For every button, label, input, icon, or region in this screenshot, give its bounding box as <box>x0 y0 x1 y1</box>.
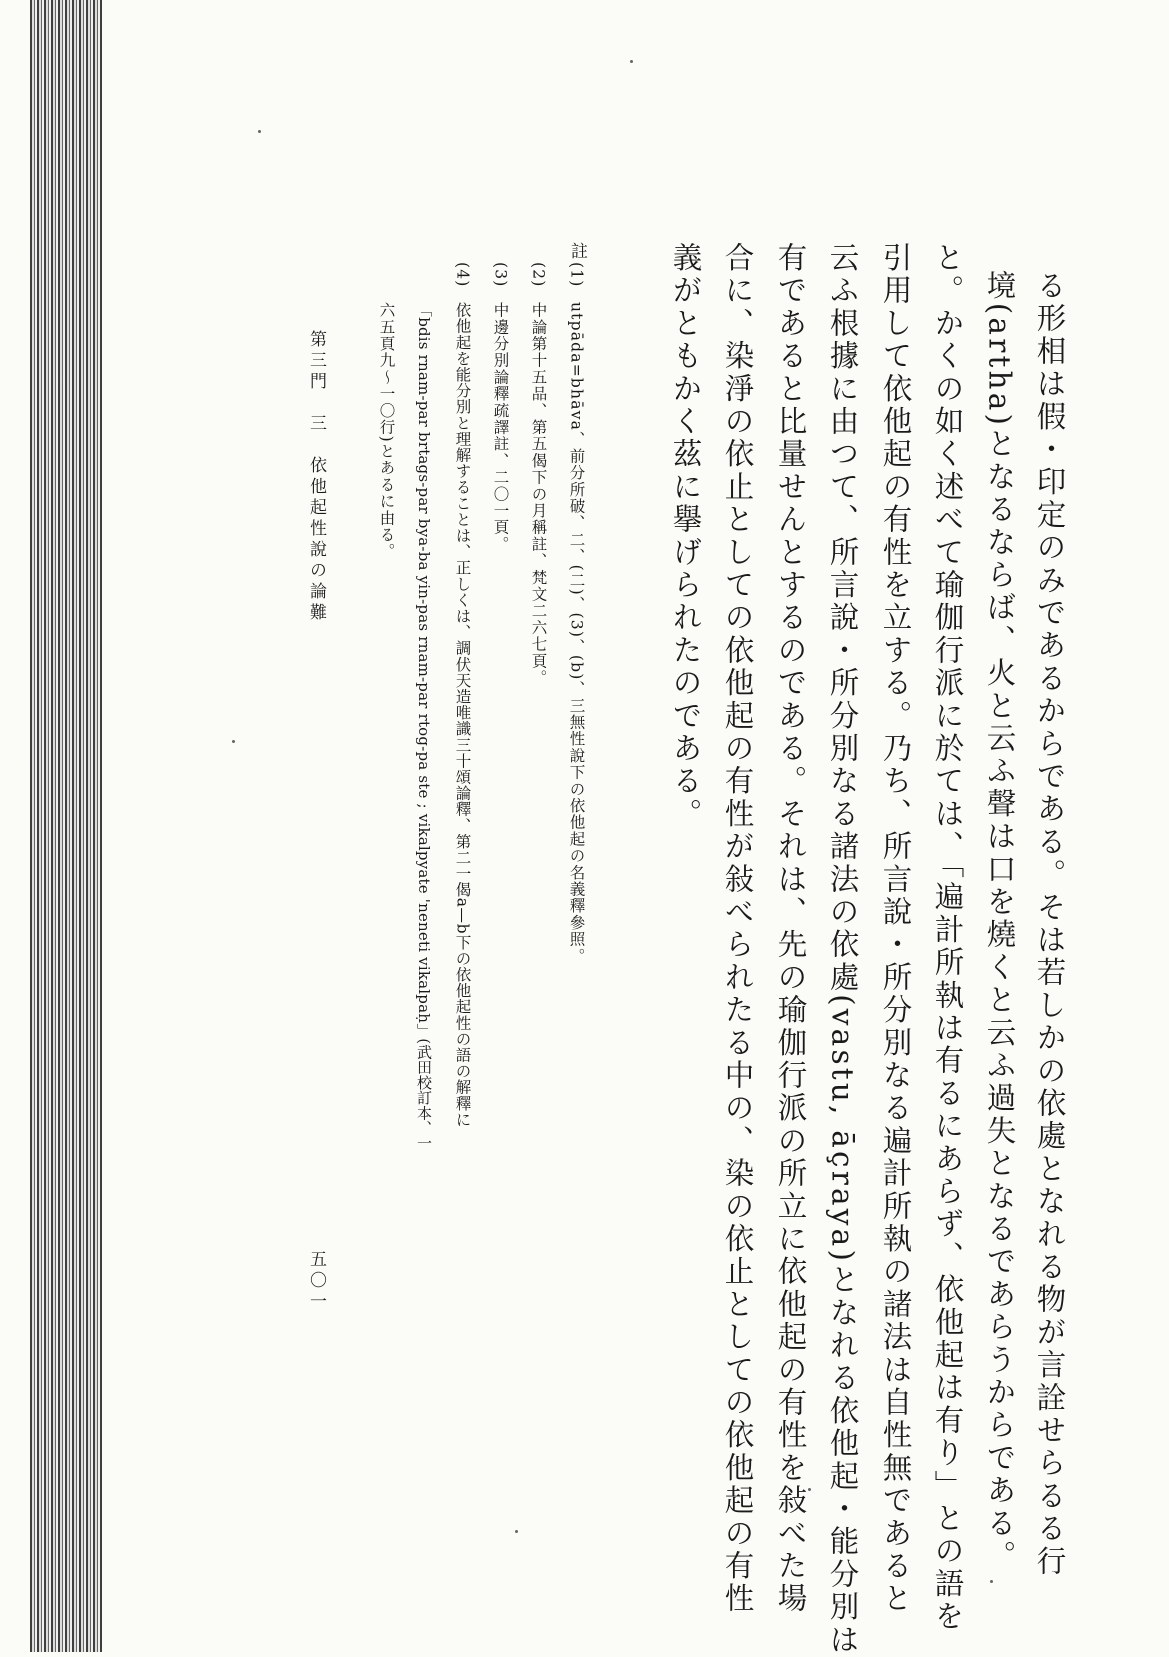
main-text-line: 有であると比量せんとするのである。それは、先の瑜伽行派の所立に依他起の有性を敍べた場 <box>773 242 808 1616</box>
scan-speck <box>808 1488 811 1491</box>
note-text: 中邊分別論釋疏譯註、二〇一頁。 <box>491 302 510 553</box>
note-number: (2) <box>529 262 548 288</box>
scan-speck <box>515 1530 518 1533</box>
note-text: 依他起を能分別と理解することは、正しくは、調伏天造唯識三十頌論釋、第二一偈a—b下の依他起性の語の解釋に <box>453 302 472 1128</box>
book-binding-edge <box>30 0 102 1652</box>
main-text-line: と。かくの如く述べて瑜伽行派に於ては、「遍計所執は有るにあらず、依他起は有り」との語を <box>930 242 965 1634</box>
scan-speck <box>630 60 633 63</box>
note-text: utpāda=bhāva、前分所破、二、(二)、(3)、(b)、三無性說下の依他起の名義釋參照。 <box>567 302 586 965</box>
main-text-line: 境(artha)となるならば、火と云ふ聲は口を燒くと云ふ過失となるであらうからである。 <box>982 270 1017 1573</box>
main-text-line: 義がともかく茲に擧げられたのである。 <box>668 242 703 831</box>
notes-heading: 註 <box>567 242 587 261</box>
note-number: (3) <box>491 262 510 288</box>
main-text-line: 引用して依他起の有性を立する。乃ち、所言說・所分別なる遍計所執の諸法は自性無であると <box>878 242 913 1616</box>
scan-speck <box>258 130 261 133</box>
note-text-continued: 六五頁九〜一〇行)とあるに由る。 <box>377 302 396 560</box>
main-text-line: 云ふ根據に由つて、所言說・所分別なる諸法の依處(vastu, āçraya)となれる依他起・能分別は <box>825 242 860 1657</box>
scan-speck <box>232 740 235 743</box>
main-text-line: る形相は假・印定のみであるからである。そは若しかの依處となれる物が言詮せらるる行 <box>1032 270 1067 1578</box>
note-number: (4) <box>453 262 472 288</box>
note-number: (1) <box>567 262 586 288</box>
running-footer-section: 第三門 三 依他起性說の論難 <box>306 330 326 624</box>
scan-speck <box>990 1580 993 1583</box>
main-text-line: 合に、染淨の依止としての依他起の有性が敍べられたる中の、染の依止としての依他起の有性 <box>720 242 755 1616</box>
page-number: 五〇一 <box>306 1250 326 1313</box>
note-text-continued: 「bdis rnam-par brtags-par bya-ba yin-pas rnam-par rtog-pa ste ; vikalpyate 'neneti vikalpaḥ」(武田校訂本、一 <box>415 302 433 1151</box>
note-text: 中論第十五品、第五偈下の月稱註、梵文二六七頁。 <box>529 302 548 687</box>
